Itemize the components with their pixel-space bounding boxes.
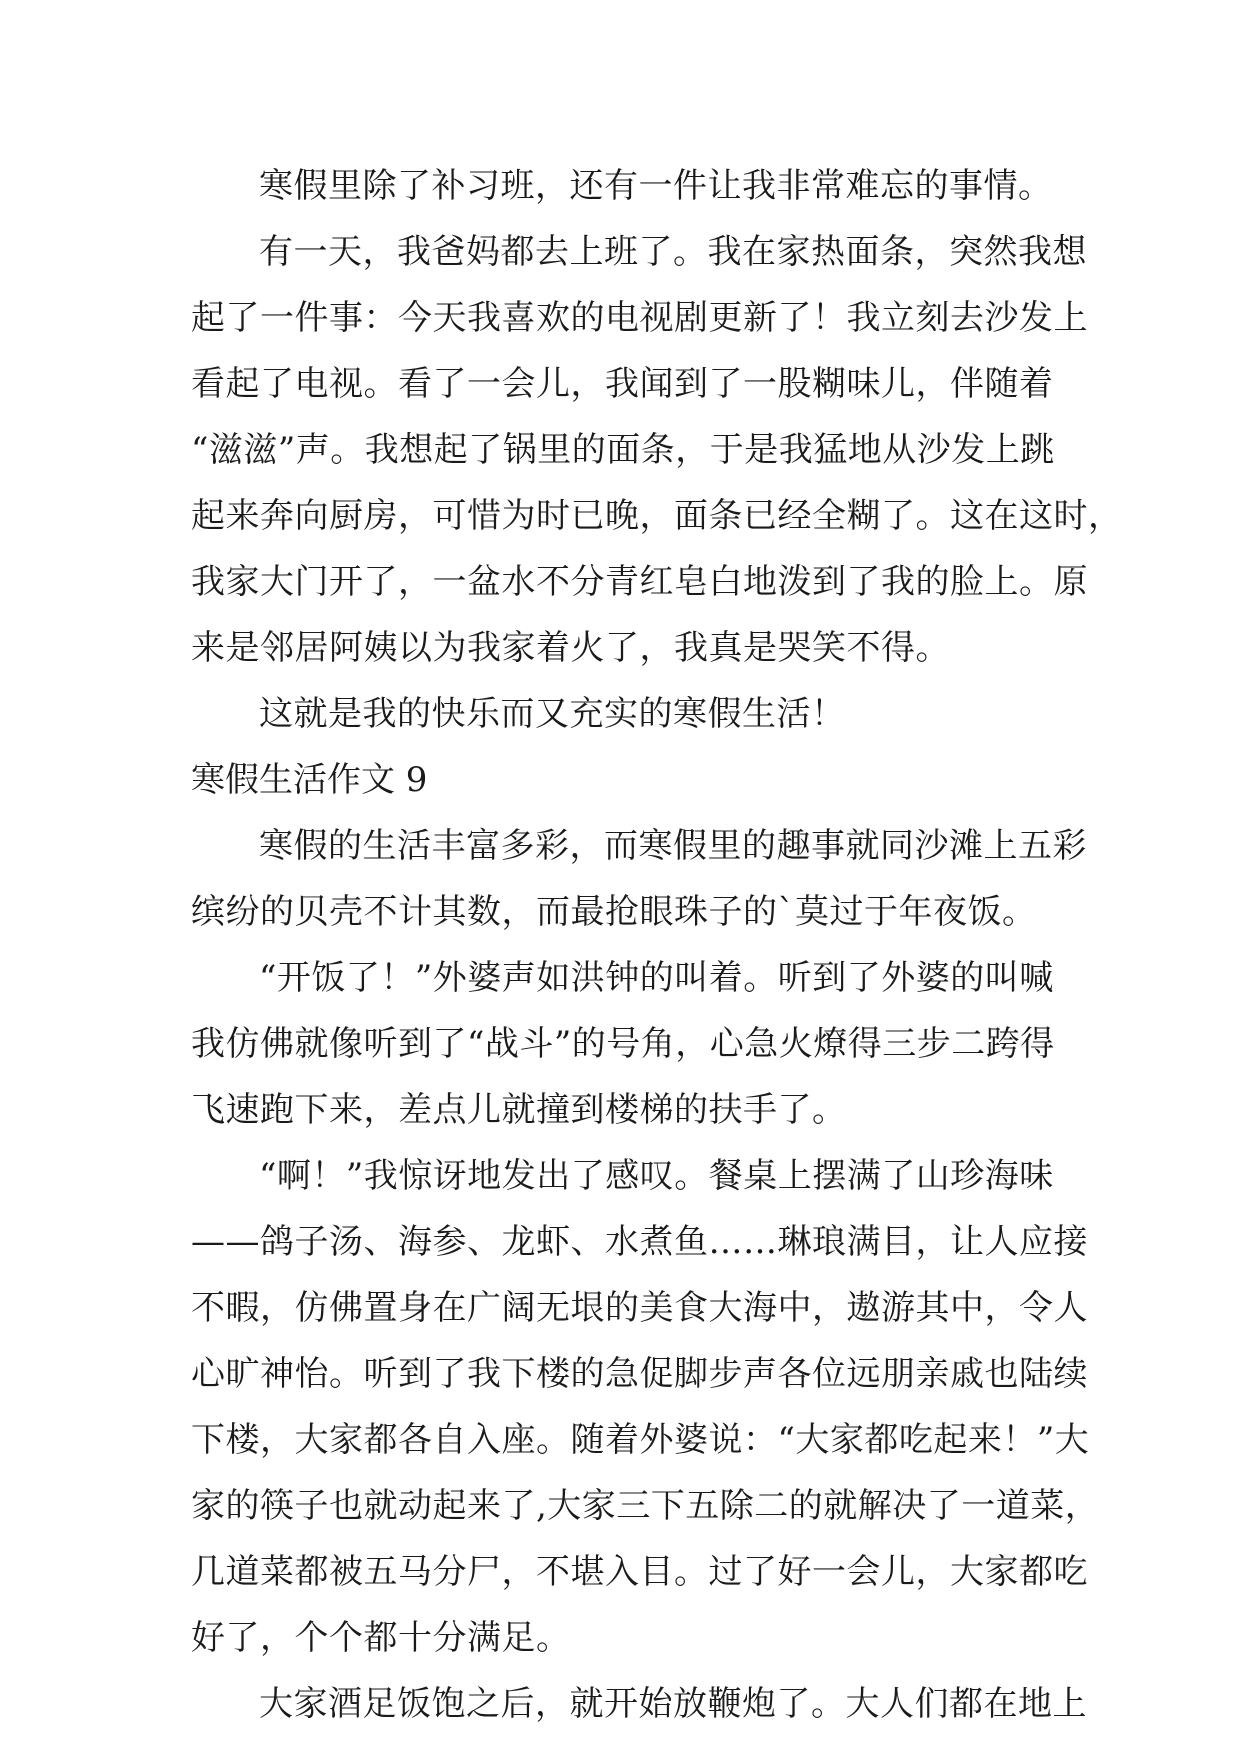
- text-line: 寒假里除了补习班，还有一件让我非常难忘的事情。: [259, 166, 1053, 206]
- text-line: “滋滋”声。我想起了锅里的面条，于是我猛地从沙发上跳: [191, 430, 1055, 470]
- text-line: 飞速跑下来，差点儿就撞到楼梯的扶手了。: [191, 1090, 847, 1130]
- document-body: [191, 159, 1123, 1743]
- text-line: 好了，个个都十分满足。: [191, 1618, 571, 1658]
- text-line: 不暇，仿佛置身在广阔无垠的美食大海中，遨游其中，令人: [191, 1288, 1088, 1328]
- text-line: 我家大门开了，一盆水不分青红皂白地泼到了我的脸上。原: [191, 562, 1088, 602]
- text-line: “啊！”我惊讶地发出了感叹。餐桌上摆满了山珍海味: [259, 1156, 1054, 1196]
- text-line: 大家酒足饭饱之后，就开始放鞭炮了。大人们都在地上: [259, 1684, 1087, 1724]
- text-line: “开饭了！”外婆声如洪钟的叫着。听到了外婆的叫喊: [259, 958, 1054, 998]
- text-line: 看起了电视。看了一会儿，我闻到了一股糊味儿，伴随着: [191, 364, 1054, 404]
- text-line: 缤纷的贝壳不计其数，而最抢眼珠子的`莫过于年夜饭。: [191, 892, 1037, 932]
- text-line: 起来奔向厨房，可惜为时已晚，面条已经全糊了。这在这时，: [191, 496, 1123, 536]
- text-line: 这就是我的快乐而又充实的寒假生活！: [259, 694, 846, 734]
- text-line: 来是邻居阿姨以为我家着火了，我真是哭笑不得。: [191, 628, 950, 668]
- text-line: ——鸽子汤、海参、龙虾、水煮鱼……琳琅满目，让人应接: [191, 1222, 1088, 1262]
- text-line: 有一天，我爸妈都去上班了。我在家热面条，突然我想: [259, 232, 1087, 272]
- text-line: 家的筷子也就动起来了,大家三下五除二的就解决了一道菜，: [191, 1486, 1100, 1526]
- text-line: 几道菜都被五马分尸，不堪入目。过了好一会儿，大家都吃: [191, 1552, 1088, 1592]
- section-heading: 寒假生活作文 9: [191, 760, 428, 800]
- text-line: 下楼，大家都各自入座。随着外婆说：“大家都吃起来！”大: [191, 1420, 1090, 1460]
- text-line: 起了一件事：今天我喜欢的电视剧更新了！我立刻去沙发上: [191, 298, 1088, 338]
- text-line: 寒假的生活丰富多彩，而寒假里的趣事就同沙滩上五彩: [259, 826, 1087, 866]
- text-line: 我仿佛就像听到了“战斗”的号角，心急火燎得三步二跨得: [191, 1024, 1055, 1064]
- text-line: 心旷神怡。听到了我下楼的急促脚步声各位远朋亲戚也陆续: [191, 1354, 1088, 1394]
